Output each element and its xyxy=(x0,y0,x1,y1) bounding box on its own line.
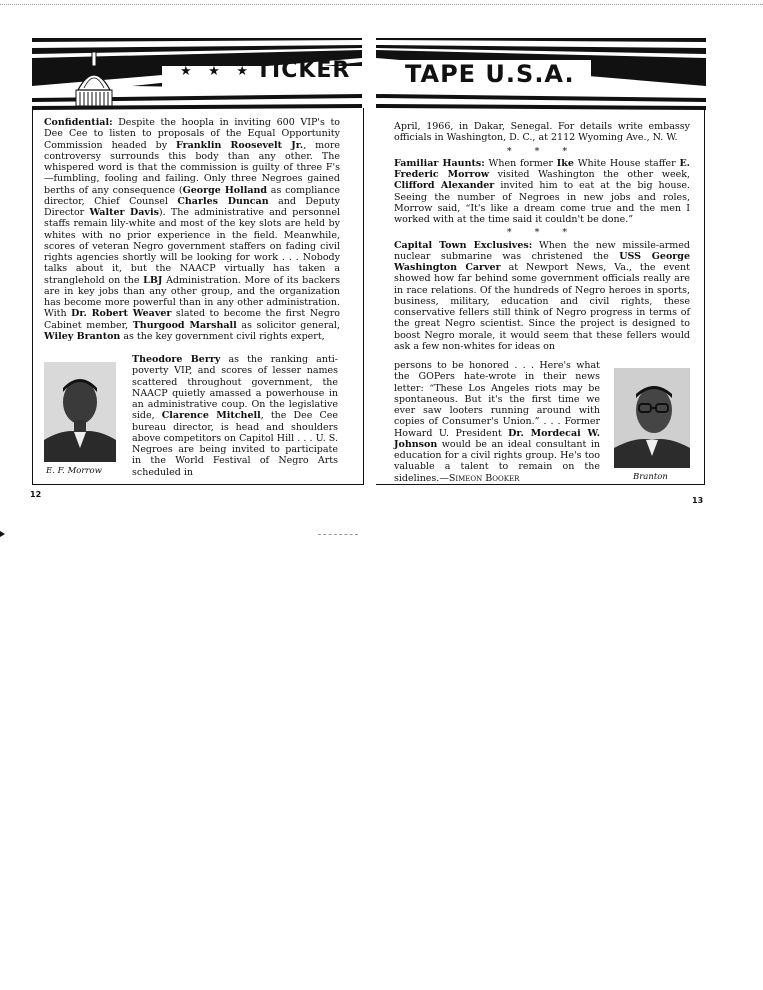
right-column-body xyxy=(394,121,690,352)
header-stars: ★ ★ ★ xyxy=(180,64,255,79)
left-header-title: TICKER xyxy=(256,58,351,83)
section-separator: * * * xyxy=(506,227,578,239)
morrow-photo-caption: E. F. Morrow xyxy=(46,466,102,476)
person-name: Wiley Branton xyxy=(44,330,121,342)
person-name: Dr. Mordecai W. Johnson xyxy=(394,427,600,450)
person-name: Ike xyxy=(556,157,574,169)
person-name: E. Frederic Morrow xyxy=(394,157,690,180)
text-run: , more controversy surrounds this body than any other. The whispered word is that the commission is guilty of three F's—fumbling, fooling and failing. Only three Negroes gained berths of any consequence ( xyxy=(44,139,340,196)
ship-name: USS George Washington Carver xyxy=(394,250,690,273)
fold-mark xyxy=(318,534,358,536)
person-name: Franklin Roosevelt Jr. xyxy=(176,139,304,151)
text-run: as compliance director, Chief Counsel xyxy=(44,184,341,207)
person-name: LBJ xyxy=(143,274,163,286)
text-run: When the new missile-armed nuclear submarine was christened the xyxy=(394,239,690,262)
familiar-haunts-paragraph xyxy=(394,158,690,226)
person-name: Walter Davis xyxy=(89,207,159,218)
person-name: Charles Duncan xyxy=(177,195,269,207)
right-wrap-text xyxy=(394,360,600,484)
section-lead: Familiar Haunts: xyxy=(394,157,485,169)
person-name: Clifford Alexander xyxy=(394,180,495,192)
person-name: George Holland xyxy=(182,184,268,196)
text-run: When former xyxy=(484,157,557,169)
confidential-paragraph xyxy=(44,117,340,342)
person-name: Clarence Mitchell xyxy=(161,410,261,422)
morrow-photo xyxy=(44,362,116,462)
text-run: invited him to eat at the big house. Seeing the number of Negroes in new jobs and roles, Morrow said, “It's like a dream come true and the men I worked with at the time said it couldn't be done.” xyxy=(394,180,691,225)
section-lead: Confidential: xyxy=(44,117,113,128)
page-number-right: 13 xyxy=(692,496,704,505)
text-run: would be an ideal consultant in education for a civil rights group. He's too valuable a talent to remain on the sidelines.— xyxy=(394,438,600,484)
dakar-paragraph: April, 1966, in Dakar, Senegal. For details write embassy officials in Washington, D. C., at 2112 Wyoming Ave., N. W. xyxy=(394,121,690,144)
text-run: as solicitor general, xyxy=(236,319,340,331)
branton-photo xyxy=(614,368,690,468)
text-run: visited Washington the other week, xyxy=(489,169,690,180)
text-run: as the key government civil rights expert, xyxy=(120,330,325,342)
margin-arrow-mark xyxy=(0,531,5,537)
wrap-paragraph xyxy=(132,354,338,478)
text-run: as the ranking anti-poverty VIP, and scores of lesser names scattered throughout government, the NAACP quietly amassed a powerhouse in an administrative coup. On the legislative side, xyxy=(132,354,339,422)
capital-town-paragraph xyxy=(394,240,690,353)
wrap-paragraph xyxy=(394,360,600,484)
left-column-body xyxy=(44,117,340,342)
text-run: Administration. More of its backers are in key jobs than any other group, and the organization has become more powerful than in any other administration. With xyxy=(44,274,341,320)
right-header-title: TAPE U.S.A. xyxy=(405,60,575,88)
person-name: Theodore Berry xyxy=(132,354,221,365)
text-run: persons to be honored . . . Here's what the GOPers hate-wrote in their news letter: “These Los Angeles riots may be spontaneous. But it's the first time we ever saw looters running around with copies of Consumer's Union.” . . . Former Howard U. President xyxy=(394,360,600,439)
person-name: Thurgood Marshall xyxy=(132,319,237,331)
text-run: at Newport News, Va., the event showed how far behind some government officials really are in race relations. Of the hundreds of Negro heroes in sports, business, military, education and civil rights, these conservative fellers still think of Negro progress in terms of the great Negro scientist. Since the project is designed to boost Negro morale, it would seem that these fellers would ask a few non-whites for ideas on xyxy=(394,262,690,352)
text-run: ). The administrative and personnel staffs remain lily-white and most of the key slots are held by whites with no prior experience in the field. Meanwhile, scores of veteran Negro government staffers on fading civil rights agencies shortly will be looking for work . . . Nobody talks about it, but the NAACP virtually has taken a stranglehold on the xyxy=(44,207,340,286)
section-separator: * * * xyxy=(506,145,578,157)
text-run: White House staffer xyxy=(573,157,680,169)
top-dotted-rule xyxy=(0,4,763,6)
text-run: and Deputy Director xyxy=(44,195,341,218)
text-run: Despite the hoopla in inviting 600 VIP's to Dee Cee to listen to proposals of the Equal Opportunity Commission headed by xyxy=(44,117,340,151)
branton-photo-caption: Branton xyxy=(633,472,668,482)
text-run: slated to become the first Negro Cabinet member, xyxy=(44,308,340,331)
section-lead: Capital Town Exclusives: xyxy=(394,239,533,251)
byline: Simeon Booker xyxy=(448,472,520,484)
page-number-left: 12 xyxy=(30,490,42,499)
left-wrap-text xyxy=(132,354,338,478)
text-run: , the Dee Cee bureau director, is head and shoulders above competitors on Capitol Hill . . . U. S. Negroes are being invited to participate in the World Festival of Negro Arts scheduled in xyxy=(132,410,338,478)
person-name: Dr. Robert Weaver xyxy=(71,308,172,320)
